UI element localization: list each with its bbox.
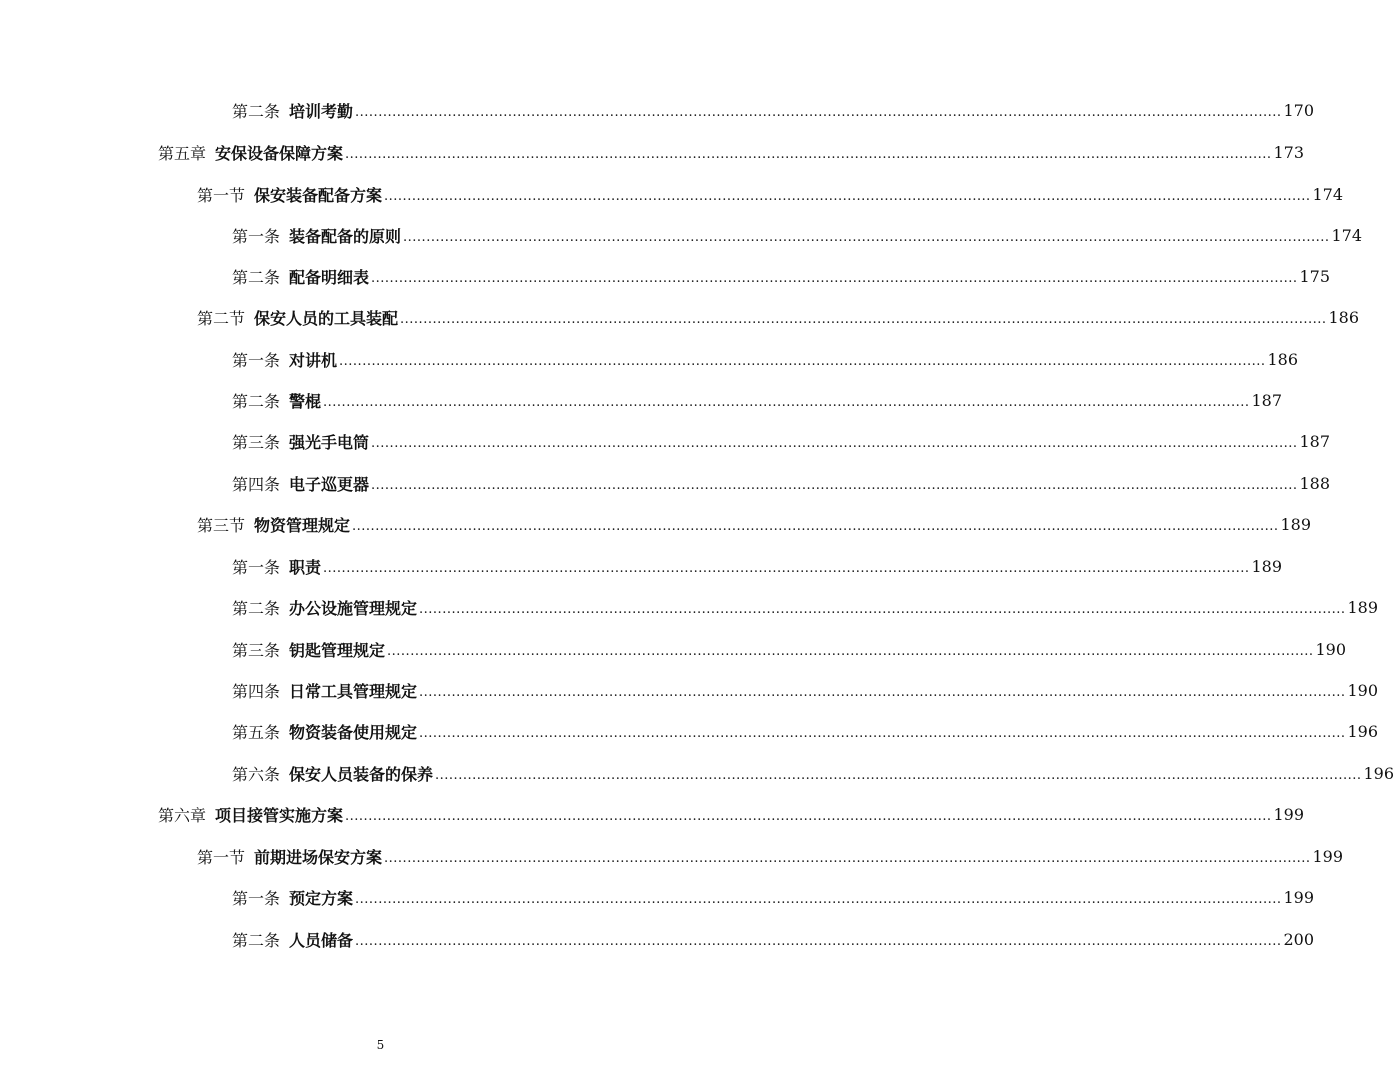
dot-leader: ........................................................................................................................................................................................................ (400, 312, 1327, 327)
toc-entry-page: 199 (1273, 804, 1305, 824)
toc-entry-title: 办公设施管理规定 (289, 598, 418, 618)
toc-entry-number: 第一节 (197, 185, 246, 205)
toc-entry-title: 钥匙管理规定 (289, 640, 386, 660)
toc-entry-page: 187 (1251, 390, 1283, 410)
toc-entry-page: 199 (1283, 887, 1315, 907)
toc-entry-page: 186 (1328, 307, 1360, 327)
dot-leader: ........................................................................................................................................................................................................ (384, 851, 1311, 866)
dot-leader: ........................................................................................................................................................................................................ (435, 768, 1362, 783)
toc-entry-number: 第五条 (232, 722, 281, 742)
dot-leader: ........................................................................................................................................................................................................ (345, 147, 1272, 162)
toc-entry[interactable] (197, 297, 1360, 337)
toc-entry-number: 第二条 (232, 598, 281, 618)
toc-entry[interactable] (232, 380, 1283, 420)
toc-entry-title: 警棍 (289, 391, 322, 411)
dot-leader: ........................................................................................................................................................................................................ (403, 230, 1330, 245)
toc-entry-title: 配备明细表 (289, 267, 370, 287)
toc-entry-page: 187 (1299, 431, 1331, 451)
toc-entry-title: 保安装备配备方案 (254, 185, 383, 205)
dot-leader: ........................................................................................................................................................................................................ (419, 685, 1346, 700)
toc-entry-number: 第三条 (232, 432, 281, 452)
toc-entry[interactable] (197, 504, 1312, 544)
toc-entry-number: 第二节 (197, 308, 246, 328)
dot-leader: ........................................................................................................................................................................................................ (355, 105, 1282, 120)
toc-entry-number: 第一条 (232, 557, 281, 577)
toc-entry[interactable] (197, 174, 1344, 214)
toc-entry[interactable] (232, 339, 1299, 379)
toc-entry-number: 第二条 (232, 391, 281, 411)
toc-entry-page: 190 (1347, 680, 1379, 700)
dot-leader: ........................................................................................................................................................................................................ (419, 602, 1346, 617)
toc-entry-number: 第五章 (158, 143, 207, 163)
toc-entry-title: 日常工具管理规定 (289, 681, 418, 701)
dot-leader: ........................................................................................................................................................................................................ (323, 561, 1250, 576)
toc-entry[interactable] (232, 463, 1331, 503)
toc-entry-title: 电子巡更器 (289, 474, 370, 494)
toc-entry-page: 190 (1315, 639, 1347, 659)
toc-entry[interactable] (232, 90, 1315, 130)
toc-entry-title: 强光手电筒 (289, 432, 370, 452)
toc-entry-page: 196 (1347, 721, 1379, 741)
toc-entry-number: 第二条 (232, 267, 281, 287)
toc-entry-page: 174 (1331, 225, 1363, 245)
toc-entry[interactable] (197, 836, 1344, 876)
toc-entry-page: 189 (1347, 597, 1379, 617)
toc-entry-page: 173 (1273, 142, 1305, 162)
dot-leader: ........................................................................................................................................................................................................ (371, 478, 1298, 493)
toc-entry-title: 装备配备的原则 (289, 226, 402, 246)
toc-entry-number: 第四条 (232, 681, 281, 701)
toc-entry-number: 第三条 (232, 640, 281, 660)
toc-entry[interactable] (158, 794, 1305, 834)
toc-entry-title: 物资装备使用规定 (289, 722, 418, 742)
dot-leader: ........................................................................................................................................................................................................ (371, 271, 1298, 286)
toc-entry[interactable] (232, 670, 1379, 710)
toc-entry[interactable] (232, 215, 1363, 255)
toc-entry-number: 第三节 (197, 515, 246, 535)
toc-entry-number: 第一条 (232, 350, 281, 370)
dot-leader: ........................................................................................................................................................................................................ (323, 395, 1250, 410)
toc-entry[interactable] (232, 877, 1315, 917)
toc-entry[interactable] (232, 546, 1283, 586)
toc-entry-page: 188 (1299, 473, 1331, 493)
toc-entry[interactable] (232, 753, 1394, 793)
dot-leader: ........................................................................................................................................................................................................ (352, 519, 1279, 534)
dot-leader: ........................................................................................................................................................................................................ (339, 354, 1266, 369)
toc-entry-number: 第六条 (232, 764, 281, 784)
dot-leader: ........................................................................................................................................................................................................ (387, 644, 1314, 659)
toc-entry-page: 196 (1363, 763, 1394, 783)
page-number-footer: 5 (376, 1038, 385, 1052)
toc-entry-title: 保安人员装备的保养 (289, 764, 434, 784)
dot-leader: ........................................................................................................................................................................................................ (355, 934, 1282, 949)
toc-entry-page: 200 (1283, 929, 1315, 949)
toc-entry-title: 预定方案 (289, 888, 354, 908)
toc-entry-number: 第四条 (232, 474, 281, 494)
toc-entry-page: 175 (1299, 266, 1331, 286)
toc-entry-title: 物资管理规定 (254, 515, 351, 535)
toc-entry[interactable] (232, 587, 1379, 627)
toc-entry-page: 189 (1280, 514, 1312, 534)
toc-entry-page: 189 (1251, 556, 1283, 576)
toc-entry-number: 第六章 (158, 805, 207, 825)
dot-leader: ........................................................................................................................................................................................................ (355, 892, 1282, 907)
toc-entry-title: 职责 (289, 557, 322, 577)
dot-leader: ........................................................................................................................................................................................................ (419, 726, 1346, 741)
toc-entry-number: 第一条 (232, 888, 281, 908)
toc-entry-number: 第一条 (232, 226, 281, 246)
dot-leader: ........................................................................................................................................................................................................ (384, 189, 1311, 204)
toc-entry-title: 前期进场保安方案 (254, 847, 383, 867)
toc-entry-page: 174 (1312, 184, 1344, 204)
toc-entry-page: 199 (1312, 846, 1344, 866)
toc-entry-title: 对讲机 (289, 350, 338, 370)
toc-entry-number: 第一节 (197, 847, 246, 867)
toc-entry[interactable] (232, 629, 1347, 669)
toc-entry[interactable] (232, 256, 1331, 296)
toc-entry-number: 第二条 (232, 101, 281, 121)
toc-entry[interactable] (232, 421, 1331, 461)
toc-entry-title: 人员储备 (289, 930, 354, 950)
toc-entry[interactable] (232, 711, 1379, 751)
toc-entry-page: 186 (1267, 349, 1299, 369)
toc-entry-page: 170 (1283, 100, 1315, 120)
toc-entry-title: 项目接管实施方案 (215, 805, 344, 825)
toc-entry-title: 保安人员的工具装配 (254, 308, 399, 328)
dot-leader: ........................................................................................................................................................................................................ (345, 809, 1272, 824)
toc-entry-number: 第二条 (232, 930, 281, 950)
dot-leader: ........................................................................................................................................................................................................ (371, 436, 1298, 451)
toc-entry-title: 安保设备保障方案 (215, 143, 344, 163)
toc-entry[interactable] (232, 919, 1315, 959)
toc-entry[interactable] (158, 132, 1305, 172)
toc-entry-title: 培训考勤 (289, 101, 354, 121)
